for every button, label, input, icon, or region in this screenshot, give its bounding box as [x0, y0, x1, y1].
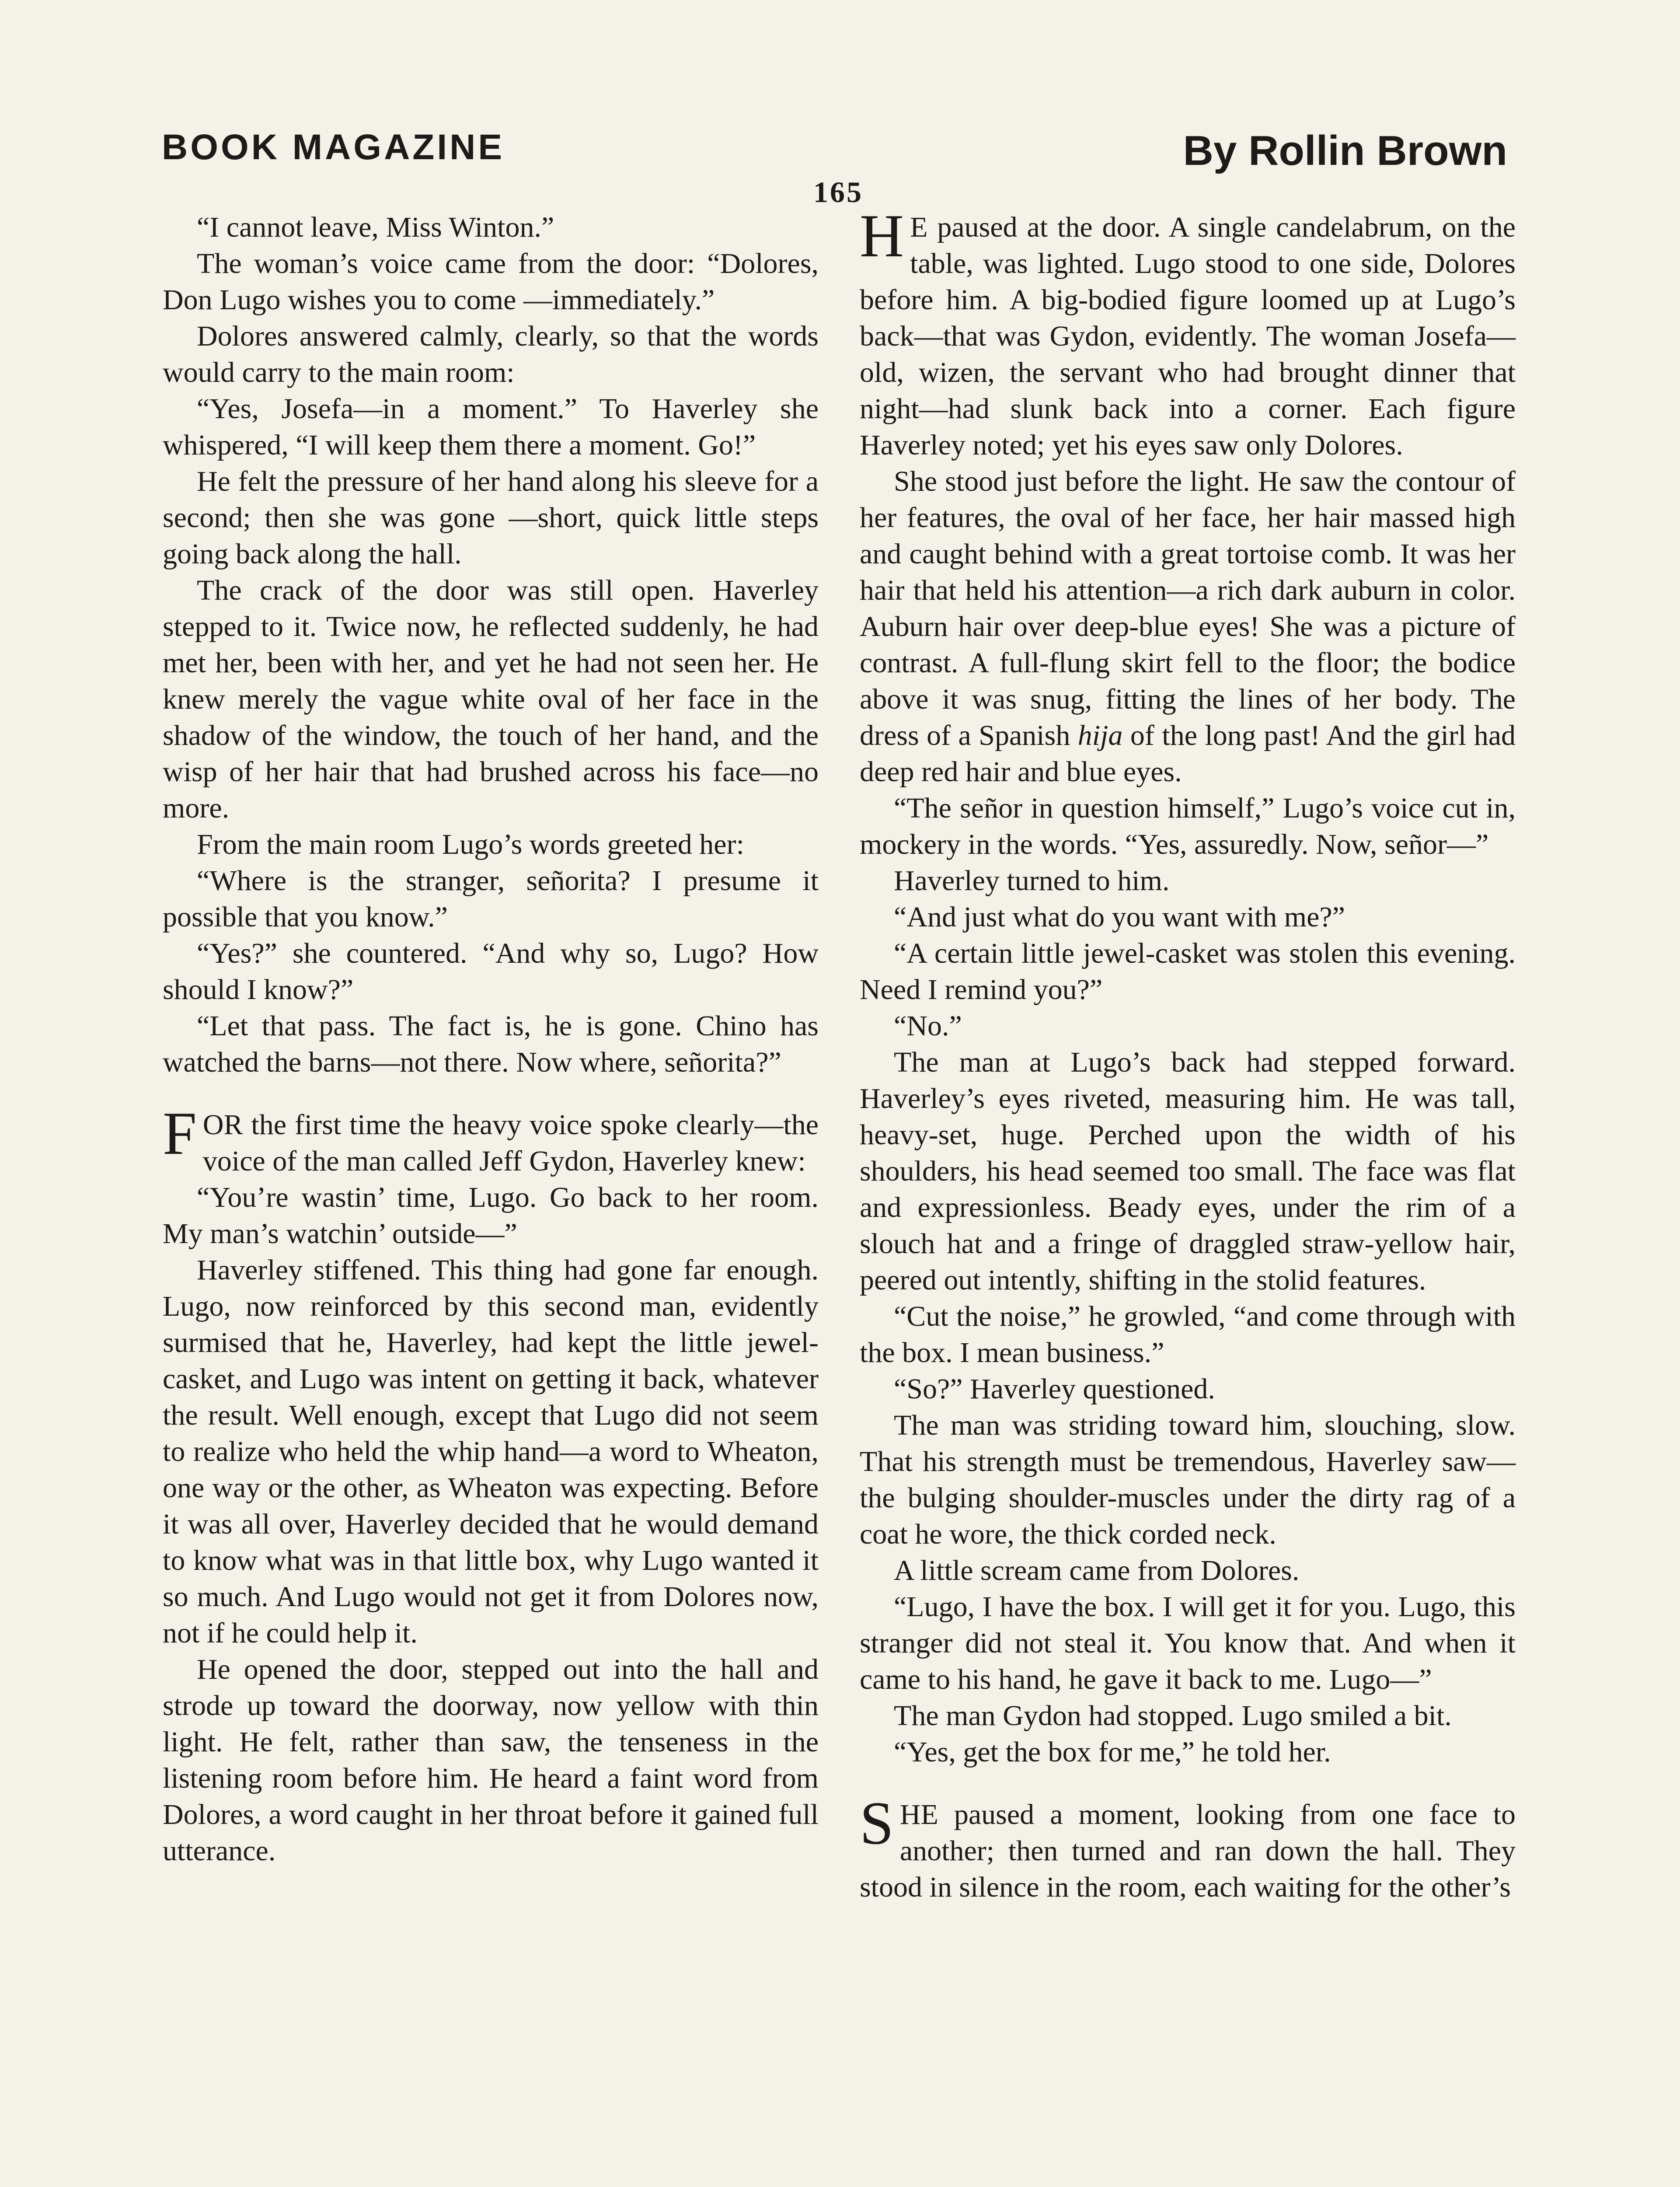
section-opening-text: HE paused a moment, looking from one face to another; then turned and ran down the hall. They stood in silence in the room, each waiting for the other’s — [860, 1799, 1516, 1903]
section-opening-text: OR the first time the heavy voice spoke clearly—the voice of the man called Jeff Gydon, Haverley knew: — [202, 1109, 819, 1177]
drop-cap: S — [860, 1789, 894, 1857]
paragraph: The man Gydon had stopped. Lugo smiled a bit. — [894, 1700, 1452, 1732]
paragraph: The man at Lugo’s back had stepped forward. Haverley’s eyes riveted, measuring him. He was tall, heavy-set, huge. Perched upon the width of his shoulders, his head seemed too small. The face was flat and expressionless. Beady eyes, under the rim of a slouch hat and a fringe of draggled straw-yellow hair, peered out intently, shifting in the stolid features. — [860, 1046, 1516, 1296]
paragraph — [860, 463, 1516, 790]
right-column — [860, 202, 1516, 1905]
magazine-title: BOOK MAGAZINE — [162, 127, 505, 167]
paragraph: “You’re wastin’ time, Lugo. Go back to her room. My man’s watchin’ outside—” — [163, 1181, 819, 1250]
paragraph: “Let that pass. The fact is, he is gone. Chino has watched the barns—not there. Now where, señorita?” — [163, 1010, 819, 1078]
paragraph: A little scream came from Dolores. — [894, 1555, 1300, 1586]
paragraph: Haverley stiffened. This thing had gone far enough. Lugo, now reinforced by this second man, evidently surmised that he, Haverley, had kept the little jewel-casket, and Lugo was intent on getting it back, whatever the result. Well enough, except that Lugo did not seem to realize who held the whip hand—a word to Wheaton, one way or the other, as Wheaton was expecting. Before it was all over, Haverley decided that he would demand to know what was in that little box, why Lugo wanted it so much. And Lugo would not get it from Dolores now, not if he could help it. — [163, 1254, 819, 1649]
paragraph: “Where is the stranger, señorita? I presume it possible that you know.” — [163, 865, 819, 933]
drop-cap: F — [163, 1100, 197, 1167]
paragraph: The crack of the door was still open. Haverley stepped to it. Twice now, he reflected suddenly, he had met her, been with her, and yet he had not seen her. He knew merely the vague white oval of her face in the shadow of the window, the touch of her hand, and the wisp of her hair that had brushed across his face—no more. — [163, 574, 819, 824]
paragraph: “I cannot leave, Miss Winton.” — [197, 211, 554, 243]
paragraph: He felt the pressure of her hand along his sleeve for a second; then she was gone —short, quick little steps going back along the hall. — [163, 465, 819, 570]
paragraph: The woman’s voice came from the door: “Dolores, Don Lugo wishes you to come —immediately.” — [163, 248, 819, 316]
paragraph: “Yes, Josefa—in a moment.” To Haverley she whispered, “I will keep them there a moment. Go!” — [163, 393, 819, 461]
paragraph-text: of the long past! And the girl had deep red hair and blue eyes. — [860, 720, 1516, 788]
paragraph: Haverley turned to him. — [894, 865, 1170, 897]
left-column — [163, 209, 819, 1869]
paragraph: Dolores answered calmly, clearly, so that the words would carry to the main room: — [163, 320, 819, 388]
paragraph: “Yes?” she countered. “And why so, Lugo? How should I know?” — [163, 937, 819, 1006]
drop-cap: H — [860, 202, 904, 270]
paragraph: “Lugo, I have the box. I will get it for you. Lugo, this stranger did not steal it. You know that. And when it came to his hand, he gave it back to me. Lugo—” — [860, 1591, 1516, 1695]
paragraph: The man was striding toward him, slouching, slow. That his strength must be tremendous, Haverley saw—the bulging shoulder-muscles under the dirty rag of a coat he wore, the thick corded neck. — [860, 1409, 1516, 1550]
paragraph: He opened the door, stepped out into the hall and strode up toward the doorway, now yellow with thin light. He felt, rather than saw, the tenseness in the listening room before him. He heard a faint word from Dolores, a word caught in her throat before it gained full utterance. — [163, 1653, 819, 1867]
paragraph: “So?” Haverley questioned. — [894, 1373, 1215, 1405]
paragraph: “The señor in question himself,” Lugo’s voice cut in, mockery in the words. “Yes, assuredly. Now, señor—” — [860, 792, 1516, 860]
section-opening-paragraph — [163, 1100, 819, 1179]
paragraph: “Cut the noise,” he growled, “and come through with the box. I mean business.” — [860, 1300, 1516, 1369]
paragraph: From the main room Lugo’s words greeted her: — [197, 828, 744, 860]
author-byline: By Rollin Brown — [1183, 127, 1507, 174]
paragraph: “No.” — [894, 1010, 962, 1042]
italic-word: hija — [1077, 720, 1123, 751]
paragraph: “Yes, get the box for me,” he told her. — [894, 1736, 1331, 1768]
section-opening-text: E paused at the door. A single candelabrum, on the table, was lighted. Lugo stood to one side, Dolores before him. A big-bodied figure loomed up at Lugo’s back—that was Gydon, evidently. The woman Josefa—old, wizen, the servant who had brought dinner that night—had slunk back into a corner. Each figure Haverley noted; yet his eyes saw only Dolores. — [860, 211, 1516, 461]
section-opening-paragraph — [860, 202, 1516, 463]
paragraph-text: She stood just before the light. He saw the contour of her features, the oval of her face, her hair massed high and caught behind with a great tortoise comb. It was her hair that held his attention—a rich dark auburn in color. Auburn hair over deep-blue eyes! She was a picture of contrast. A full-flung skirt fell to the floor; the bodice above it was snug, fitting the lines of her body. The dress of a Spanish — [860, 465, 1516, 751]
paragraph: “A certain little jewel-casket was stolen this evening. Need I remind you?” — [860, 937, 1516, 1006]
section-opening-paragraph — [860, 1789, 1516, 1905]
paragraph: “And just what do you want with me?” — [894, 901, 1345, 933]
page-number: 165 — [813, 175, 863, 209]
